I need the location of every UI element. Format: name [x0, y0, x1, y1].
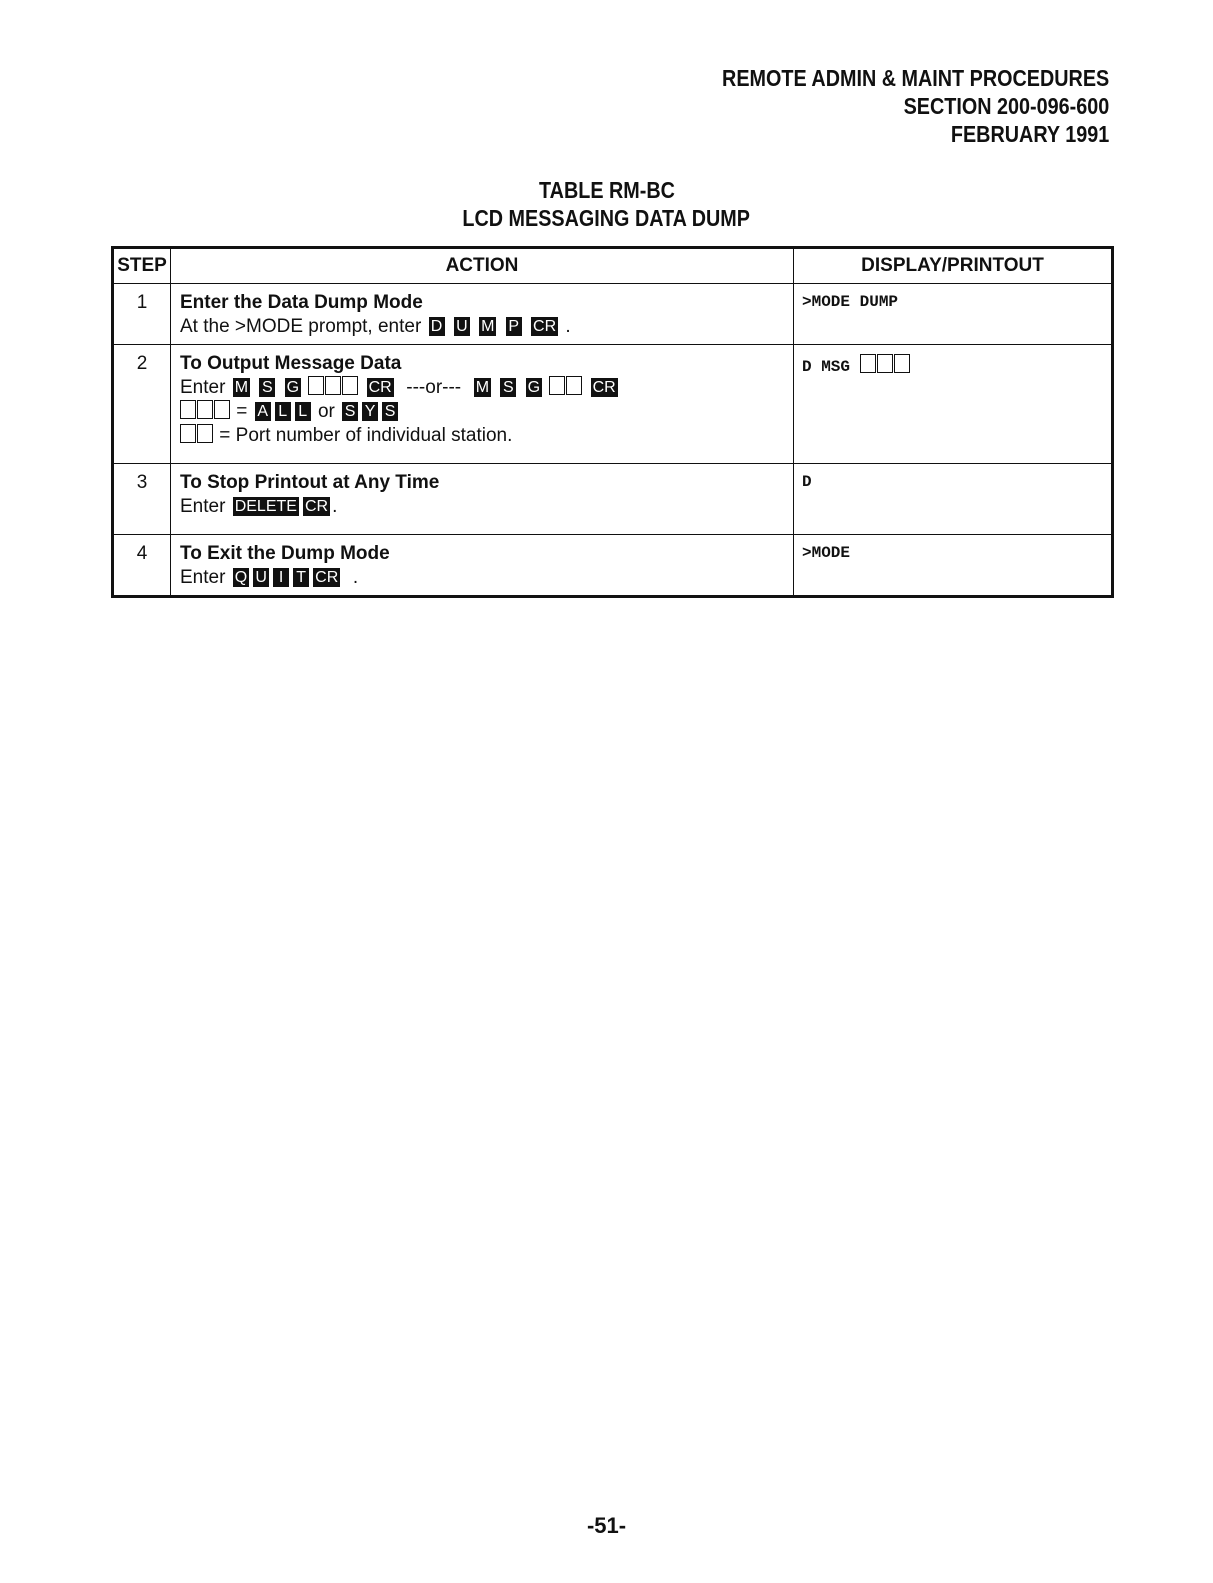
key-m: M	[234, 379, 249, 396]
table-header-row	[113, 248, 1113, 284]
action-note: = A L L or S Y S	[180, 400, 784, 424]
key-s: S	[500, 378, 516, 397]
key-cr: CR	[368, 379, 392, 396]
key-u: U	[454, 317, 470, 336]
key-g: G	[286, 379, 300, 396]
key-d: D	[429, 317, 445, 336]
col-display: DISPLAY/PRINTOUT	[794, 248, 1113, 284]
key-t: T	[293, 568, 309, 587]
key-u: U	[253, 568, 269, 587]
header-section: SECTION 200-096-600	[903, 93, 1109, 119]
key-s: S	[342, 402, 358, 421]
display-output: D MSG	[794, 345, 1113, 464]
header-date: FEBRUARY 1991	[950, 121, 1109, 147]
placeholder-boxes	[180, 401, 231, 422]
key-i: I	[273, 568, 289, 587]
display-output: >MODE	[794, 535, 1113, 597]
key-m: M	[481, 318, 495, 335]
page-number: -51-	[586, 1513, 627, 1538]
display-output: D	[794, 464, 1113, 535]
table-row	[113, 535, 1113, 597]
key-l: L	[275, 402, 291, 421]
key-a: A	[255, 402, 271, 421]
key-cr: CR	[315, 569, 339, 586]
action-instruction: At the >MODE prompt, enter D U M P CR .	[180, 316, 571, 337]
key-l: L	[295, 402, 311, 421]
col-step: STEP	[113, 248, 171, 284]
key-s: S	[382, 402, 398, 421]
step-number: 2	[113, 345, 171, 464]
or-separator: ---or---	[406, 377, 462, 398]
action-cell	[171, 345, 794, 464]
action-heading: To Stop Printout at Any Time	[180, 472, 440, 493]
step-number: 4	[113, 535, 171, 597]
action-instruction: Enter DELETE CR .	[180, 496, 338, 517]
table-row	[113, 284, 1113, 345]
placeholder-boxes	[180, 425, 214, 446]
action-note: = Port number of individual station.	[180, 424, 784, 448]
display-output: >MODE DUMP	[794, 284, 1113, 345]
action-heading: To Exit the Dump Mode	[180, 543, 390, 564]
step-number: 3	[113, 464, 171, 535]
step-number: 1	[113, 284, 171, 345]
header-title: REMOTE ADMIN & MAINT PROCEDURES	[721, 65, 1109, 91]
placeholder-boxes	[308, 377, 359, 398]
key-p: P	[506, 317, 522, 336]
key-g: G	[527, 379, 541, 396]
key-s: S	[259, 378, 275, 397]
key-cr: CR	[304, 498, 329, 515]
action-cell	[171, 284, 794, 345]
action-heading: Enter the Data Dump Mode	[180, 292, 423, 313]
table-title: TABLE RM-BC	[538, 177, 675, 203]
action-heading: To Output Message Data	[180, 353, 402, 374]
key-m: M	[475, 379, 490, 396]
key-q: Q	[234, 569, 248, 586]
action-cell	[171, 535, 794, 597]
action-instruction: Enter Q U I T CR .	[180, 567, 359, 588]
action-cell	[171, 464, 794, 535]
procedure-table	[111, 246, 1114, 598]
key-delete: DELETE	[234, 498, 297, 515]
table-row	[113, 464, 1113, 535]
key-cr: CR	[533, 318, 557, 335]
placeholder-boxes	[860, 358, 911, 376]
key-cr: CR	[592, 379, 616, 396]
col-action: ACTION	[171, 248, 794, 284]
table-subtitle: LCD MESSAGING DATA DUMP	[462, 205, 751, 231]
table-row	[113, 345, 1113, 464]
action-instruction: Enter M S G CR ---or--- M S G CR	[180, 377, 616, 398]
document-header	[722, 64, 1109, 148]
key-y: Y	[362, 402, 378, 421]
placeholder-boxes	[549, 377, 583, 398]
